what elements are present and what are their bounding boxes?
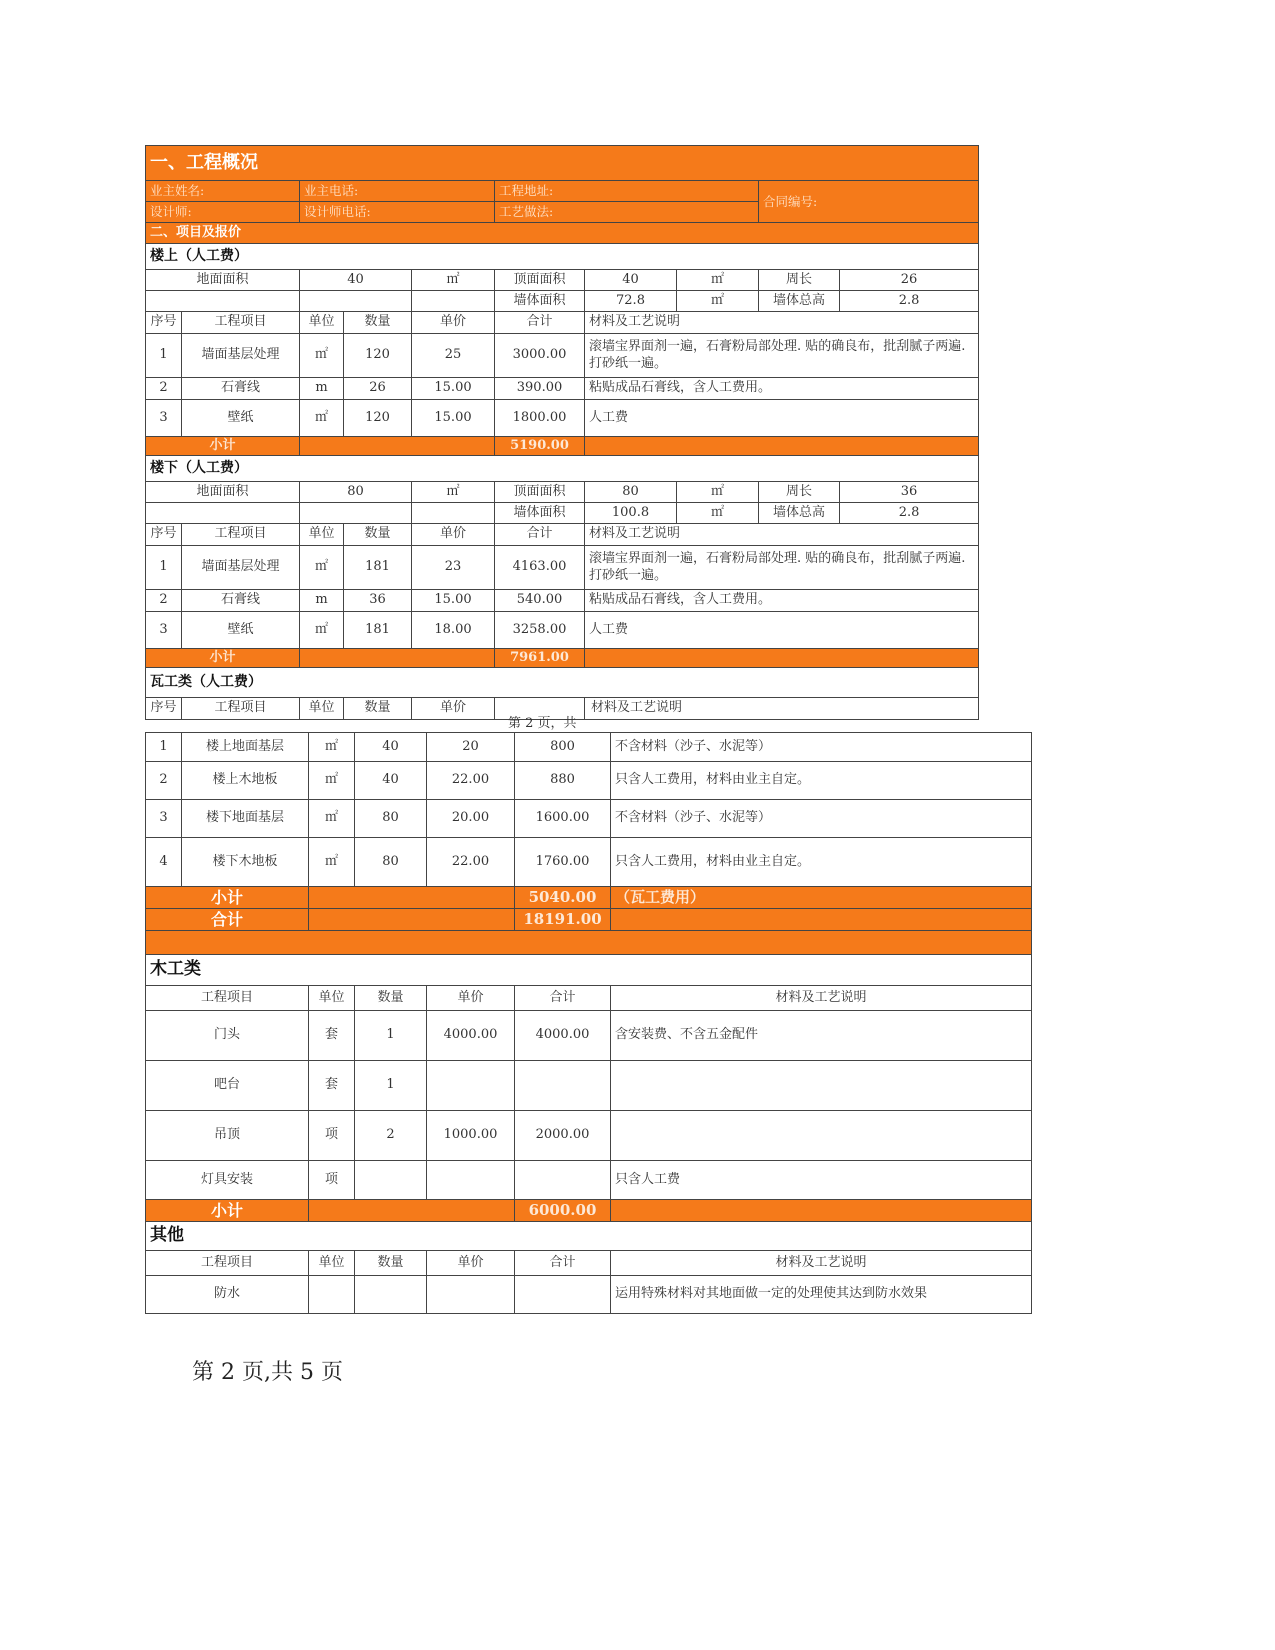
cell-item: 壁纸 [182, 612, 300, 649]
col-header-desc: 材料及工艺说明 [585, 312, 979, 334]
cell-total: 2000.00 [515, 1111, 611, 1161]
other-header-row [146, 1251, 1032, 1276]
cell-price [427, 1061, 515, 1111]
cell-qty: 181 [344, 612, 412, 649]
cell-price [427, 1161, 515, 1200]
empty-cell [146, 503, 300, 524]
cell-no: 1 [146, 733, 182, 762]
tile-title-row [146, 668, 979, 698]
empty-cell [309, 909, 515, 931]
ceiling-area-label: 顶面面积 [495, 270, 585, 291]
cell-unit: ㎡ [300, 546, 344, 590]
col-header-total: 合计 [515, 986, 611, 1011]
total-value: 18191.00 [515, 909, 611, 931]
subtotal-value: 5190.00 [495, 437, 585, 456]
cell-price: 15.00 [412, 400, 495, 437]
downstairs-header-row [146, 524, 979, 546]
cell-no: 3 [146, 800, 182, 838]
cell-price: 20 [427, 733, 515, 762]
cell-price: 22.00 [427, 762, 515, 800]
cell-price: 18.00 [412, 612, 495, 649]
cell-no: 3 [146, 612, 182, 649]
cell-total: 540.00 [495, 590, 585, 612]
floor-area-unit: ㎡ [412, 270, 495, 291]
designer-field: 设计师: [146, 202, 300, 223]
table-row [146, 400, 979, 437]
col-header-qty: 数量 [344, 524, 412, 546]
col-header-item: 工程项目 [182, 312, 300, 334]
grand-total-row [146, 909, 1032, 931]
col-header-price: 单价 [427, 986, 515, 1011]
cell-desc: 人工费 [585, 400, 979, 437]
cell-total: 390.00 [495, 378, 585, 400]
wall-height-label: 墙体总高 [759, 291, 840, 312]
cell-total [515, 1161, 611, 1200]
cell-desc: 不含材料（沙子、水泥等） [611, 733, 1032, 762]
wall-height-value: 2.8 [840, 503, 979, 524]
total-label: 合计 [146, 909, 309, 931]
cell-price: 20.00 [427, 800, 515, 838]
cell-qty: 26 [344, 378, 412, 400]
cell-desc: 只含人工费 [611, 1161, 1032, 1200]
col-header-unit: 单位 [309, 1251, 355, 1276]
items-title-row [146, 223, 979, 244]
floor-area-value: 80 [300, 482, 412, 503]
perimeter-value: 36 [840, 482, 979, 503]
cell-item: 楼上木地板 [182, 762, 309, 800]
table-row [146, 1011, 1032, 1061]
other-title: 其他 [146, 1222, 1032, 1251]
cell-qty: 80 [355, 838, 427, 887]
empty-cell [146, 291, 300, 312]
wall-area-value: 100.8 [585, 503, 677, 524]
cell-item: 壁纸 [182, 400, 300, 437]
cell-desc: 只含人工费用，材料由业主自定。 [611, 762, 1032, 800]
col-header-unit: 单位 [300, 524, 344, 546]
cell-item: 楼下木地板 [182, 838, 309, 887]
cell-unit: 项 [309, 1161, 355, 1200]
cell-total: 1600.00 [515, 800, 611, 838]
perimeter-label: 周长 [759, 482, 840, 503]
col-header-item: 工程项目 [146, 1251, 309, 1276]
table-row [146, 590, 979, 612]
cell-price: 4000.00 [427, 1011, 515, 1061]
cell-no: 2 [146, 762, 182, 800]
table-row [146, 334, 979, 378]
cell-unit: ㎡ [300, 612, 344, 649]
items-title: 二、项目及报价 [146, 223, 979, 244]
contract-no-field: 合同编号: [759, 181, 979, 223]
cell-unit: 项 [309, 1111, 355, 1161]
owner-phone-field: 业主电话: [300, 181, 495, 202]
quote-sheet-upper [145, 145, 979, 720]
col-header-qty: 数量 [344, 698, 412, 720]
cell-unit: 套 [309, 1011, 355, 1061]
tile-title: 瓦工类（人工费） [146, 668, 979, 698]
table-row [146, 800, 1032, 838]
table-row [146, 1276, 1032, 1314]
downstairs-title: 楼下（人工费） [146, 456, 979, 482]
cell-desc: 粘贴成品石膏线，含人工费用。 [585, 590, 979, 612]
upstairs-subtotal-row [146, 437, 979, 456]
cell-desc [611, 1111, 1032, 1161]
col-header-price: 单价 [412, 698, 495, 720]
cell-item: 石膏线 [182, 590, 300, 612]
cell-desc: 粘贴成品石膏线，含人工费用。 [585, 378, 979, 400]
overview-row-1 [146, 181, 979, 202]
cell-qty: 2 [355, 1111, 427, 1161]
cell-qty: 1 [355, 1061, 427, 1111]
cell-qty: 40 [355, 762, 427, 800]
floor-area-value: 40 [300, 270, 412, 291]
col-header-no: 序号 [146, 698, 182, 720]
col-header-no: 序号 [146, 524, 182, 546]
cell-qty: 40 [355, 733, 427, 762]
ceiling-area-label: 顶面面积 [495, 482, 585, 503]
cell-qty: 120 [344, 334, 412, 378]
cell-no: 1 [146, 546, 182, 590]
floor-area-label: 地面面积 [146, 482, 300, 503]
cell-item: 吊顶 [146, 1111, 309, 1161]
cell-qty: 36 [344, 590, 412, 612]
table-row [146, 1161, 1032, 1200]
cell-unit: ㎡ [309, 762, 355, 800]
cell-price: 15.00 [412, 378, 495, 400]
subtotal-value: 5040.00 [515, 887, 611, 909]
cell-item: 吧台 [146, 1061, 309, 1111]
col-header-unit: 单位 [300, 698, 344, 720]
col-header-qty: 数量 [355, 1251, 427, 1276]
cell-desc [611, 1061, 1032, 1111]
cell-price: 1000.00 [427, 1111, 515, 1161]
cell-unit: ㎡ [300, 400, 344, 437]
col-header-no: 序号 [146, 312, 182, 334]
cell-price: 15.00 [412, 590, 495, 612]
col-header-total: 合计 [495, 312, 585, 334]
cell-qty [355, 1276, 427, 1314]
cell-qty: 120 [344, 400, 412, 437]
cell-desc: 只含人工费用，材料由业主自定。 [611, 838, 1032, 887]
cell-no: 1 [146, 334, 182, 378]
overview-title-row [146, 146, 979, 181]
cell-total: 4000.00 [515, 1011, 611, 1061]
cell-unit: ㎡ [309, 733, 355, 762]
cell-item: 防水 [146, 1276, 309, 1314]
upstairs-wall-row [146, 291, 979, 312]
carpentry-subtotal-row [146, 1200, 1032, 1222]
subtotal-label: 小计 [146, 1200, 309, 1222]
subtotal-label: 小计 [146, 887, 309, 909]
cell-price: 22.00 [427, 838, 515, 887]
cell-total: 3000.00 [495, 334, 585, 378]
cell-unit: 套 [309, 1061, 355, 1111]
cell-total [515, 1276, 611, 1314]
cell-item: 石膏线 [182, 378, 300, 400]
perimeter-value: 26 [840, 270, 979, 291]
table-row [146, 762, 1032, 800]
floor-area-unit: ㎡ [412, 482, 495, 503]
cell-item: 墙面基层处理 [182, 334, 300, 378]
subtotal-label: 小计 [146, 437, 300, 456]
col-header-desc: 材料及工艺说明 [611, 986, 1032, 1011]
cell-no: 2 [146, 378, 182, 400]
cell-total: 880 [515, 762, 611, 800]
cell-no: 4 [146, 838, 182, 887]
col-header-item: 工程项目 [182, 698, 300, 720]
cell-price [427, 1276, 515, 1314]
downstairs-area-row [146, 482, 979, 503]
subtotal-note: （瓦工费用） [611, 887, 1032, 909]
cell-unit: ㎡ [300, 334, 344, 378]
owner-name-field: 业主姓名: [146, 181, 300, 202]
col-header-total: 合计 [495, 524, 585, 546]
cell-no: 2 [146, 590, 182, 612]
carpentry-title: 木工类 [146, 955, 1032, 986]
cell-desc: 不含材料（沙子、水泥等） [611, 800, 1032, 838]
col-header-price: 单价 [412, 312, 495, 334]
cell-item: 楼下地面基层 [182, 800, 309, 838]
col-header-desc: 材料及工艺说明 [585, 698, 979, 720]
ceiling-area-value: 40 [585, 270, 677, 291]
page-footer: 第 2 页,共 5 页 [192, 1360, 343, 1385]
ceiling-area-unit: ㎡ [677, 482, 759, 503]
cell-desc: 滚墙宝界面剂一遍，石膏粉局部处理. 贴的确良布，批刮腻子两遍. 打砂纸一遍。 [585, 334, 979, 378]
col-header-item: 工程项目 [146, 986, 309, 1011]
col-header-qty: 数量 [355, 986, 427, 1011]
wall-area-unit: ㎡ [677, 503, 759, 524]
wall-area-unit: ㎡ [677, 291, 759, 312]
wall-height-label: 墙体总高 [759, 503, 840, 524]
empty-cell [309, 887, 515, 909]
designer-phone-field: 设计师电话: [300, 202, 495, 223]
cell-unit: ㎡ [309, 838, 355, 887]
cell-total: 1800.00 [495, 400, 585, 437]
downstairs-wall-row [146, 503, 979, 524]
upstairs-title: 楼上（人工费） [146, 244, 979, 270]
cell-desc: 滚墙宝界面剂一遍，石膏粉局部处理. 贴的确良布，批刮腻子两遍. 打砂纸一遍。 [585, 546, 979, 590]
page-number-overlap: 第 2 页，共 [508, 716, 577, 731]
cell-desc: 人工费 [585, 612, 979, 649]
cell-no: 3 [146, 400, 182, 437]
cell-desc: 运用特殊材料对其地面做一定的处理使其达到防水效果 [611, 1276, 1032, 1314]
cell-unit: m [300, 590, 344, 612]
col-header-price: 单价 [412, 524, 495, 546]
cell-qty: 181 [344, 546, 412, 590]
col-header-desc: 材料及工艺说明 [585, 524, 979, 546]
empty-cell [309, 1200, 515, 1222]
upstairs-header-row [146, 312, 979, 334]
empty-cell [412, 291, 495, 312]
cell-unit: m [300, 378, 344, 400]
upstairs-area-row [146, 270, 979, 291]
cell-price: 25 [412, 334, 495, 378]
empty-cell [585, 649, 979, 668]
col-header-unit: 单位 [300, 312, 344, 334]
table-row [146, 838, 1032, 887]
cell-desc: 含安装费、不含五金配件 [611, 1011, 1032, 1061]
wall-area-label: 墙体面积 [495, 291, 585, 312]
table-row [146, 1061, 1032, 1111]
empty-cell [585, 437, 979, 456]
table-row [146, 733, 1032, 762]
cell-total [515, 1061, 611, 1111]
subtotal-value: 7961.00 [495, 649, 585, 668]
wall-area-value: 72.8 [585, 291, 677, 312]
cell-item: 墙面基层处理 [182, 546, 300, 590]
upstairs-title-row [146, 244, 979, 270]
cell-item: 灯具安装 [146, 1161, 309, 1200]
col-header-item: 工程项目 [182, 524, 300, 546]
orange-spacer-row [146, 931, 1032, 955]
cell-total: 3258.00 [495, 612, 585, 649]
floor-area-label: 地面面积 [146, 270, 300, 291]
col-header-desc: 材料及工艺说明 [611, 1251, 1032, 1276]
project-address-field: 工程地址: [495, 181, 759, 202]
cell-total: 4163.00 [495, 546, 585, 590]
craft-field: 工艺做法: [495, 202, 759, 223]
cell-total: 1760.00 [515, 838, 611, 887]
col-header-unit: 单位 [309, 986, 355, 1011]
ceiling-area-unit: ㎡ [677, 270, 759, 291]
perimeter-label: 周长 [759, 270, 840, 291]
cell-item: 门头 [146, 1011, 309, 1061]
cell-total: 800 [515, 733, 611, 762]
wall-height-value: 2.8 [840, 291, 979, 312]
cell-unit: ㎡ [309, 800, 355, 838]
cell-qty: 1 [355, 1011, 427, 1061]
cell-unit [309, 1276, 355, 1314]
tile-subtotal-row [146, 887, 1032, 909]
table-row [146, 612, 979, 649]
empty-cell [611, 1200, 1032, 1222]
empty-cell [300, 503, 412, 524]
table-row [146, 378, 979, 400]
col-header-total: 合计 [515, 1251, 611, 1276]
col-header-price: 单价 [427, 1251, 515, 1276]
cell-qty [355, 1161, 427, 1200]
cell-price: 23 [412, 546, 495, 590]
empty-cell [300, 437, 495, 456]
col-header-qty: 数量 [344, 312, 412, 334]
empty-cell [611, 909, 1032, 931]
table-row [146, 1111, 1032, 1161]
overview-title: 一、工程概况 [146, 146, 979, 181]
ceiling-area-value: 80 [585, 482, 677, 503]
cell-qty: 80 [355, 800, 427, 838]
cell-item: 楼上地面基层 [182, 733, 309, 762]
empty-cell [300, 291, 412, 312]
quote-sheet-lower [145, 732, 1032, 1314]
empty-cell [300, 649, 495, 668]
empty-cell [412, 503, 495, 524]
carpentry-header-row [146, 986, 1032, 1011]
wall-area-label: 墙体面积 [495, 503, 585, 524]
downstairs-subtotal-row [146, 649, 979, 668]
subtotal-value: 6000.00 [515, 1200, 611, 1222]
subtotal-label: 小计 [146, 649, 300, 668]
table-row [146, 546, 979, 590]
other-title-row [146, 1222, 1032, 1251]
empty-cell [146, 931, 1032, 955]
downstairs-title-row [146, 456, 979, 482]
carpentry-title-row [146, 955, 1032, 986]
